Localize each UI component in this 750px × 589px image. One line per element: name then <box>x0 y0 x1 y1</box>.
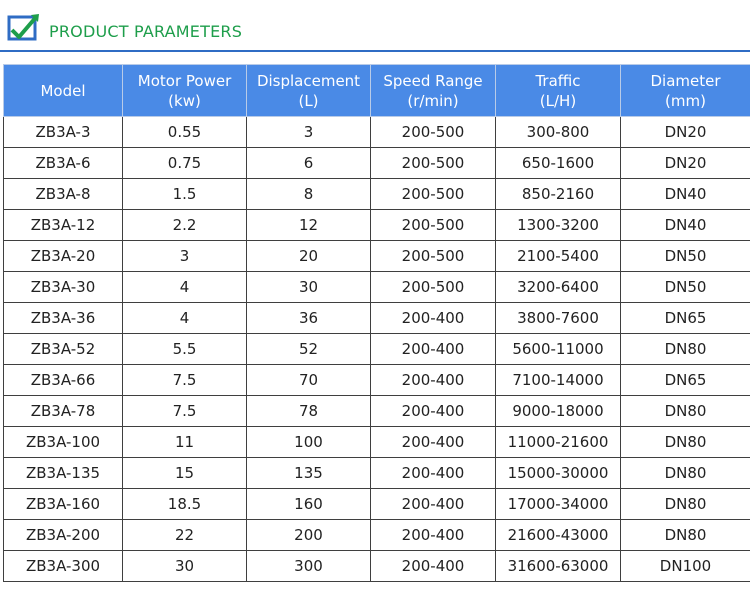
cell-model: ZB3A-300 <box>4 551 123 582</box>
column-header-unit: (mm) <box>665 91 706 110</box>
cell-displacement: 52 <box>247 334 371 365</box>
cell-model: ZB3A-200 <box>4 520 123 551</box>
cell-diameter: DN65 <box>621 365 750 396</box>
cell-diameter: DN100 <box>621 551 750 582</box>
column-header-line1: Motor Power <box>137 71 232 90</box>
cell-model: ZB3A-20 <box>4 241 123 272</box>
cell-model: ZB3A-8 <box>4 179 123 210</box>
table-row <box>4 334 750 365</box>
cell-speed-range: 200-400 <box>371 458 496 489</box>
cell-model: ZB3A-78 <box>4 396 123 427</box>
cell-diameter: DN20 <box>621 148 750 179</box>
table-row <box>4 272 750 303</box>
cell-speed-range: 200-500 <box>371 210 496 241</box>
cell-speed-range: 200-400 <box>371 334 496 365</box>
cell-speed-range: 200-500 <box>371 117 496 148</box>
column-header-line1: Traffic <box>535 71 581 90</box>
cell-motor-power: 7.5 <box>123 365 247 396</box>
page-title: PRODUCT PARAMETERS <box>49 22 243 41</box>
table-row <box>4 551 750 582</box>
cell-displacement: 3 <box>247 117 371 148</box>
cell-model: ZB3A-100 <box>4 427 123 458</box>
cell-motor-power: 3 <box>123 241 247 272</box>
column-header-unit: (r/min) <box>407 91 459 110</box>
cell-diameter: DN80 <box>621 520 750 551</box>
cell-diameter: DN65 <box>621 303 750 334</box>
table-header-row <box>4 65 750 117</box>
cell-speed-range: 200-400 <box>371 365 496 396</box>
cell-displacement: 12 <box>247 210 371 241</box>
cell-traffic: 1300-3200 <box>496 210 621 241</box>
cell-diameter: DN80 <box>621 489 750 520</box>
table-row <box>4 427 750 458</box>
cell-traffic: 2100-5400 <box>496 241 621 272</box>
column-header-model <box>4 65 123 117</box>
cell-diameter: DN50 <box>621 241 750 272</box>
cell-traffic: 850-2160 <box>496 179 621 210</box>
header-divider <box>0 50 750 52</box>
cell-motor-power: 1.5 <box>123 179 247 210</box>
cell-speed-range: 200-400 <box>371 489 496 520</box>
cell-speed-range: 200-400 <box>371 520 496 551</box>
page-header <box>0 0 750 52</box>
cell-traffic: 5600-11000 <box>496 334 621 365</box>
cell-diameter: DN50 <box>621 272 750 303</box>
cell-speed-range: 200-500 <box>371 272 496 303</box>
table-row <box>4 396 750 427</box>
cell-diameter: DN80 <box>621 458 750 489</box>
cell-displacement: 6 <box>247 148 371 179</box>
column-header-diameter <box>621 65 750 117</box>
cell-traffic: 650-1600 <box>496 148 621 179</box>
cell-motor-power: 11 <box>123 427 247 458</box>
cell-diameter: DN80 <box>621 396 750 427</box>
column-header-unit: (L/H) <box>539 91 577 110</box>
column-header-line1: Speed Range <box>383 71 483 90</box>
column-header-unit: (L) <box>298 91 319 110</box>
cell-diameter: DN40 <box>621 210 750 241</box>
table-row <box>4 210 750 241</box>
cell-motor-power: 22 <box>123 520 247 551</box>
cell-speed-range: 200-500 <box>371 179 496 210</box>
cell-motor-power: 2.2 <box>123 210 247 241</box>
table-body <box>4 117 750 582</box>
cell-traffic: 15000-30000 <box>496 458 621 489</box>
cell-model: ZB3A-66 <box>4 365 123 396</box>
cell-model: ZB3A-160 <box>4 489 123 520</box>
cell-motor-power: 7.5 <box>123 396 247 427</box>
cell-speed-range: 200-500 <box>371 241 496 272</box>
cell-model: ZB3A-36 <box>4 303 123 334</box>
cell-motor-power: 30 <box>123 551 247 582</box>
cell-displacement: 30 <box>247 272 371 303</box>
cell-speed-range: 200-400 <box>371 551 496 582</box>
cell-motor-power: 18.5 <box>123 489 247 520</box>
parameters-table <box>3 64 750 582</box>
cell-displacement: 20 <box>247 241 371 272</box>
cell-displacement: 78 <box>247 396 371 427</box>
cell-displacement: 160 <box>247 489 371 520</box>
table-row <box>4 179 750 210</box>
table-row <box>4 117 750 148</box>
cell-traffic: 11000-21600 <box>496 427 621 458</box>
table-row <box>4 148 750 179</box>
table-row <box>4 489 750 520</box>
cell-traffic: 17000-34000 <box>496 489 621 520</box>
logo-check-icon <box>6 13 40 43</box>
cell-traffic: 31600-63000 <box>496 551 621 582</box>
cell-speed-range: 200-500 <box>371 148 496 179</box>
cell-displacement: 300 <box>247 551 371 582</box>
table-row <box>4 241 750 272</box>
cell-traffic: 21600-43000 <box>496 520 621 551</box>
table-row <box>4 365 750 396</box>
cell-diameter: DN80 <box>621 334 750 365</box>
cell-motor-power: 4 <box>123 303 247 334</box>
table-row <box>4 458 750 489</box>
cell-motor-power: 15 <box>123 458 247 489</box>
cell-speed-range: 200-400 <box>371 303 496 334</box>
cell-motor-power: 4 <box>123 272 247 303</box>
cell-motor-power: 0.55 <box>123 117 247 148</box>
column-header-line1: Model <box>40 81 86 100</box>
cell-diameter: DN40 <box>621 179 750 210</box>
cell-speed-range: 200-400 <box>371 396 496 427</box>
cell-diameter: DN20 <box>621 117 750 148</box>
cell-traffic: 3200-6400 <box>496 272 621 303</box>
cell-traffic: 3800-7600 <box>496 303 621 334</box>
cell-model: ZB3A-3 <box>4 117 123 148</box>
cell-motor-power: 5.5 <box>123 334 247 365</box>
cell-model: ZB3A-6 <box>4 148 123 179</box>
cell-displacement: 200 <box>247 520 371 551</box>
cell-displacement: 135 <box>247 458 371 489</box>
table-row <box>4 520 750 551</box>
column-header-speed-range <box>371 65 496 117</box>
cell-displacement: 100 <box>247 427 371 458</box>
cell-traffic: 7100-14000 <box>496 365 621 396</box>
cell-diameter: DN80 <box>621 427 750 458</box>
cell-displacement: 36 <box>247 303 371 334</box>
cell-model: ZB3A-30 <box>4 272 123 303</box>
cell-speed-range: 200-400 <box>371 427 496 458</box>
cell-model: ZB3A-52 <box>4 334 123 365</box>
column-header-motor-power <box>123 65 247 117</box>
table-row <box>4 303 750 334</box>
cell-displacement: 70 <box>247 365 371 396</box>
column-header-displacement <box>247 65 371 117</box>
cell-model: ZB3A-135 <box>4 458 123 489</box>
column-header-line1: Displacement <box>256 71 361 90</box>
cell-traffic: 9000-18000 <box>496 396 621 427</box>
column-header-unit: (kw) <box>168 91 201 110</box>
cell-motor-power: 0.75 <box>123 148 247 179</box>
cell-traffic: 300-800 <box>496 117 621 148</box>
column-header-traffic <box>496 65 621 117</box>
column-header-line1: Diameter <box>650 71 721 90</box>
cell-displacement: 8 <box>247 179 371 210</box>
cell-model: ZB3A-12 <box>4 210 123 241</box>
